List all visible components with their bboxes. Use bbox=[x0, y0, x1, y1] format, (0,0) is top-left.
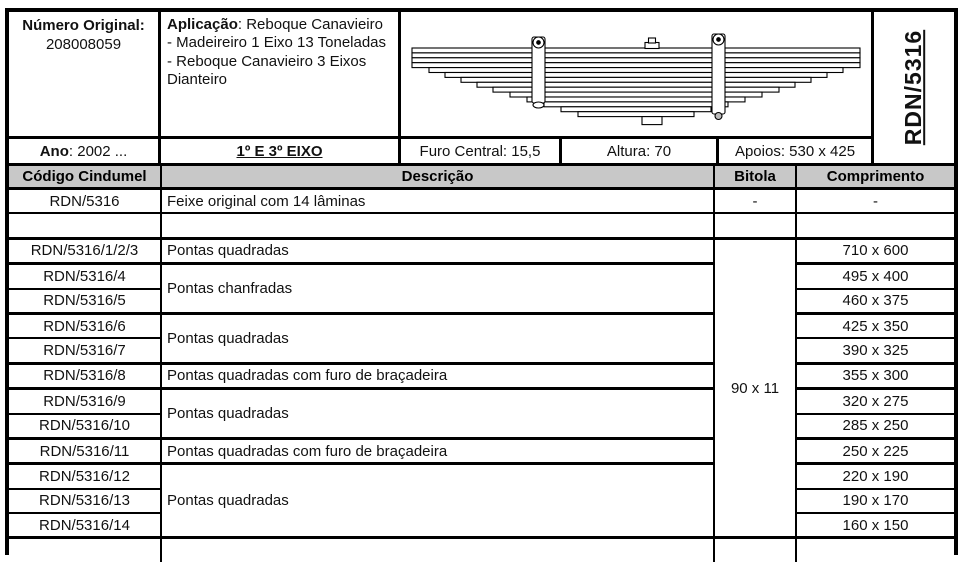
code-cell: RDN/5316/9 bbox=[9, 389, 161, 414]
table-row bbox=[9, 363, 954, 388]
code-cell: RDN/5316/13 bbox=[9, 489, 161, 513]
numero-original-label: Número Original: bbox=[22, 17, 145, 34]
col-header-descricao: Descrição bbox=[161, 166, 714, 189]
comp-cell: 495 x 400 bbox=[796, 264, 954, 289]
desc-cell: Pontas quadradas bbox=[161, 238, 714, 263]
code-cell: RDN/5316/4 bbox=[9, 264, 161, 289]
spec-sheet bbox=[5, 8, 958, 555]
bitola-cell bbox=[714, 213, 796, 238]
comp-cell: 710 x 600 bbox=[796, 238, 954, 263]
numero-original-value: 208008059 bbox=[45, 35, 122, 53]
sheet-header bbox=[9, 12, 954, 166]
comp-cell: 425 x 350 bbox=[796, 313, 954, 338]
part-code-cell bbox=[871, 12, 954, 163]
desc-merged-cell: Pontas quadradas bbox=[161, 313, 714, 363]
comp-cell: 250 x 225 bbox=[796, 438, 954, 463]
drawing-cell bbox=[401, 12, 871, 136]
code-cell: RDN/5316 bbox=[9, 189, 161, 214]
comp-cell: 220 x 190 bbox=[796, 464, 954, 489]
furo-central-cell: Furo Central: 15,5 bbox=[419, 142, 541, 160]
comp-cell: 390 x 325 bbox=[796, 338, 954, 363]
table-row bbox=[9, 313, 954, 338]
code-cell: RDN/5316/8 bbox=[9, 363, 161, 388]
comp-cell: 190 x 170 bbox=[796, 489, 954, 513]
numero-original-cell bbox=[9, 12, 161, 136]
bitola-merged-cell: 90 x 11 bbox=[714, 238, 796, 538]
comp-cell: 355 x 300 bbox=[796, 363, 954, 388]
desc-merged-cell: Pontas quadradas bbox=[161, 464, 714, 538]
table-header-row bbox=[9, 166, 954, 189]
aplicacao-cell bbox=[161, 12, 401, 136]
comp-cell: 160 x 150 bbox=[796, 513, 954, 538]
ano-label: Ano bbox=[39, 142, 69, 160]
code-cell: RDN/5316/10 bbox=[9, 414, 161, 439]
col-header-comprimento: Comprimento bbox=[796, 166, 954, 189]
code-cell: RDN/5316/6 bbox=[9, 313, 161, 338]
altura-cell: Altura: 70 bbox=[559, 139, 716, 163]
code-cell: RDN/5316/12 bbox=[9, 464, 161, 489]
desc-cell: Pontas quadradas com furo de braçadeira bbox=[161, 438, 714, 463]
comp-cell bbox=[796, 213, 954, 238]
code-cell: RDN/5316/14 bbox=[9, 513, 161, 538]
bitola-cell: - bbox=[714, 189, 796, 214]
desc-cell: Pontas quadradas com furo de braçadeira bbox=[161, 363, 714, 388]
part-code-vertical-label: RDN/5316 bbox=[900, 29, 927, 146]
col-header-codigo: Código Cindumel bbox=[9, 166, 161, 189]
code-cell: RDN/5316/5 bbox=[9, 289, 161, 314]
aplicacao-value: : Reboque Canavieiro - Madeireiro 1 Eixo 13 Toneladas - Reboque Canavieiro 3 Eixos Dianteiro bbox=[167, 16, 387, 88]
ano-value: : 2002 ... bbox=[68, 142, 128, 160]
comp-cell bbox=[796, 538, 954, 562]
dimensions-row bbox=[401, 136, 871, 163]
table-row bbox=[9, 438, 954, 463]
desc-merged-cell: Pontas chanfradas bbox=[161, 264, 714, 314]
ano-cell bbox=[9, 136, 161, 163]
comp-cell: 285 x 250 bbox=[796, 414, 954, 439]
desc-cell bbox=[161, 538, 714, 562]
table-row-empty bbox=[9, 538, 954, 562]
aplicacao-label: Aplicação bbox=[167, 16, 238, 33]
desc-cell bbox=[161, 213, 714, 238]
apoios-cell: Apoios: 530 x 425 bbox=[716, 139, 871, 163]
comp-cell: - bbox=[796, 189, 954, 214]
code-cell: RDN/5316/11 bbox=[9, 438, 161, 463]
comp-cell: 320 x 275 bbox=[796, 389, 954, 414]
desc-cell: Feixe original com 14 lâminas bbox=[161, 189, 714, 214]
code-cell bbox=[9, 213, 161, 238]
table-row bbox=[9, 389, 954, 414]
code-cell bbox=[9, 538, 161, 562]
table-row bbox=[9, 464, 954, 489]
table-row-empty bbox=[9, 213, 954, 238]
desc-merged-cell: Pontas quadradas bbox=[161, 389, 714, 439]
comp-cell: 460 x 375 bbox=[796, 289, 954, 314]
leaf-spring-drawing-icon bbox=[401, 12, 871, 136]
bitola-cell bbox=[714, 538, 796, 562]
code-cell: RDN/5316/1/2/3 bbox=[9, 238, 161, 263]
eixo-cell: 1º E 3º EIXO bbox=[161, 136, 401, 163]
parts-table bbox=[9, 166, 954, 562]
table-row bbox=[9, 264, 954, 289]
table-row bbox=[9, 238, 954, 263]
table-row bbox=[9, 189, 954, 214]
col-header-bitola: Bitola bbox=[714, 166, 796, 189]
code-cell: RDN/5316/7 bbox=[9, 338, 161, 363]
